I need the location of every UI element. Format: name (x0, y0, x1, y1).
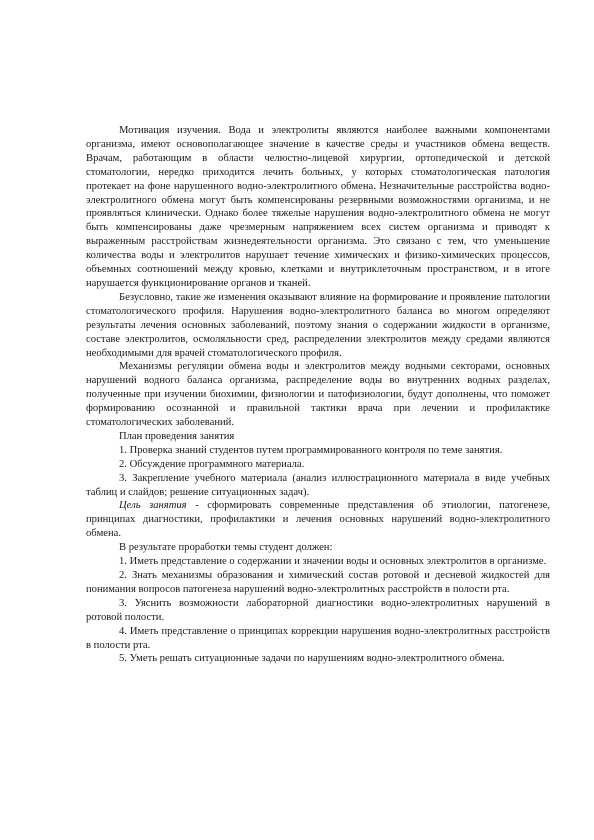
outcome-item-2: 2. Знать механизмы образования и химический состав ротовой и десневой жидкостей для понимания вопросов патогенеза нарушений водно-электролитных расстройств в полости рта. (86, 570, 550, 595)
outcome-item-3: 3. Уяснить возможности лабораторной диагностики водно-электролитных нарушений в ротовой полости. (86, 597, 550, 623)
plan-item-2: 2. Обсуждение программного материала. (119, 458, 305, 470)
plan-title: План проведения занятия (119, 430, 235, 442)
goal-label: Цель занятия (119, 500, 187, 512)
goal-paragraph (86, 499, 550, 541)
outcome-item-4: 4. Иметь представление о принципах коррекции нарушения водно-электролитных расстройств в полости рта. (86, 625, 550, 651)
goal-text: - сформировать современные представления об этиологии, патогенезе, принципах диагностики, профилактики и лечения основных нарушений водно-электролитного обмена. (86, 500, 550, 540)
outcome-item-5: 5. Уметь решать ситуационные задачи по нарушениям водно-электролитного обмена. (119, 653, 505, 665)
paragraph-mechanisms: Механизмы регуляции обмена воды и электролитов между водными секторами, основных нарушений водного баланса организма, распределение воды во внутренних водных разделах, полученные при изучении биохимии, физиологии и патофизиологии, будут дополнены, что поможет формированию осознанной и правильной тактики врача при лечении и профилактике стоматологических заболеваний. (86, 361, 550, 429)
outcome-title: В результате проработки темы студент должен: (119, 542, 333, 554)
paragraph-influence: Безусловно, такие же изменения оказывают влияние на формирование и проявление патологии стоматологического профиля. Нарушения водно-электролитного баланса во многом определяют результаты лечения основных заболеваний, поэтому знания о содержании жидкости в организме, составе электролитов, осмоляльности сред, распределении электролитов между средами являются необходимыми для врачей стоматологического профиля. (86, 291, 550, 359)
plan-item-3: 3. Закрепление учебного материала (анализ иллюстрационного материала в виде учебных таблиц и слайдов; решение ситуационных задач). (86, 472, 550, 498)
outcome-item-1: 1. Иметь представление о содержании и значении воды и основных электролитов в организме. (119, 556, 547, 568)
plan-item-1: 1. Проверка знаний студентов путем программированного контроля по теме занятия. (119, 444, 503, 456)
paragraph-motivation: Мотивация изучения. Вода и электролиты являются наиболее важными компонентами организма, имеют основополагающее значение в качестве среды и участников обмена веществ. Врачам, работающим в области челюстно-лицевой хирургии, ортопедической и детской стоматологии, нередко приходится лечить больных, у которых стоматологическая патология протекает на фоне нарушенного водно-электролитного обмена. Незначительные расстройства водно-электролитного обмена могут быть компенсированы резервными возможностями организма, и не проявляться клинически. Однако более тяжелые нарушения водно-электролитного обмена не могут быть компенсированы даже чрезмерным напряжением всех систем организма и приводят к выраженным расстройствам жизнедеятельности организма. Это связано с тем, что уменьшение количества воды и электролитов нарушает течение химических и физико-химических процессов, объемных соотношений между кровью, клетками и внутриклеточным пространством, и в итоге нарушается функционирование органов и тканей. (86, 125, 550, 289)
